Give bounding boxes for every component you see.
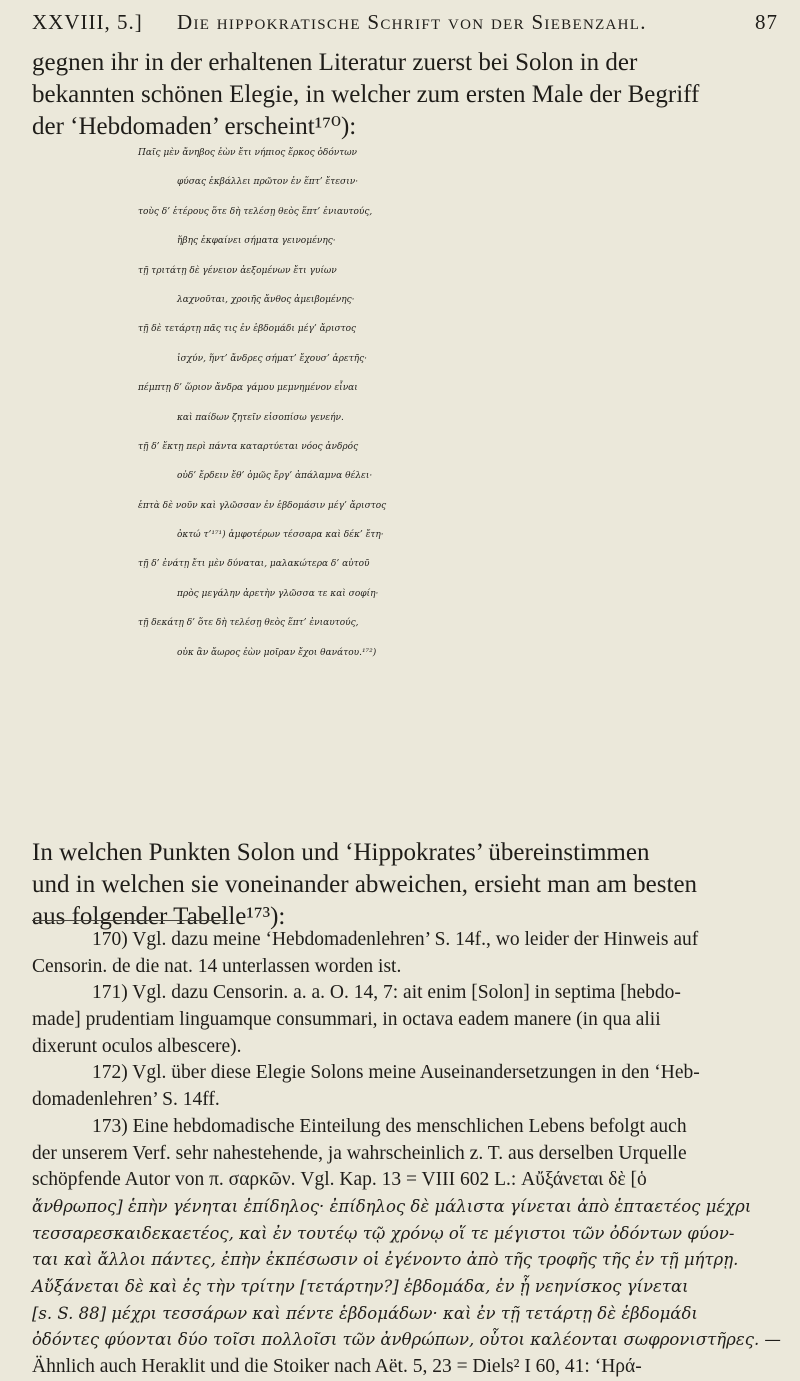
footnote-line: made] prudentiam linguamque consummari, in octava eadem manere (in qua alii bbox=[32, 1009, 661, 1031]
verse-line: τῇ δὲ τετάρτῃ πᾶς τις ἐν ἑβδομάδι μέγ’ ἄριστος bbox=[138, 324, 357, 335]
footnote-line: ται καὶ ἄλλοι πάντες, ἐπὴν ἐκπέσωσιν οἱ ἐγένοντο ἀπὸ τῆς τροφῆς τῆς ἐν τῇ μήτρῃ. bbox=[32, 1250, 739, 1270]
footnote-line: domadenlehren’ S. 14ff. bbox=[32, 1089, 220, 1111]
verse-line: οὐκ ἂν ἄωρος ἐὼν μοῖραν ἔχοι θανάτου.¹⁷²) bbox=[177, 647, 377, 658]
verse-line: οὐδ’ ἔρδειν ἔθ’ ὁμῶς ἔργ’ ἀπάλαμνα θέλει· bbox=[177, 471, 373, 482]
text-line: der ‘Hebdomaden’ erscheint¹⁷⁰): bbox=[32, 113, 357, 140]
text-line: und in welchen sie voneinander abweichen, ersieht man am besten bbox=[32, 871, 698, 898]
verse-line: τῇ τριτάτῃ δὲ γένειον ἀεξομένων ἔτι γυίων bbox=[138, 265, 337, 276]
text-line: bekannten schönen Elegie, in welcher zum ersten Male der Begriff bbox=[32, 81, 700, 108]
verse-line: ὀκτώ τ’¹⁷¹) ἀμφοτέρων τέσσαρα καὶ δέκ’ ἔτη· bbox=[177, 530, 384, 541]
verse-line: τοὺς δ’ ἑτέρους ὅτε δὴ τελέσῃ θεὸς ἕπτ’ ἐνιαυτούς, bbox=[138, 206, 373, 217]
outro-paragraph bbox=[32, 837, 784, 933]
verse-line: Παῖς μὲν ἄνηβος ἐὼν ἔτι νήπιος ἕρκος ὀδόντων bbox=[138, 148, 358, 158]
footnote-line: 171) Vgl. dazu Censorin. a. a. O. 14, 7: ait enim [Solon] in septima [hebdo- bbox=[92, 982, 681, 1004]
intro-paragraph bbox=[32, 47, 784, 143]
verse-line: λαχνοῦται, χροιῆς ἄνθος ἀμειβομένης· bbox=[177, 294, 355, 305]
footnote-line: ἄνθρωπος] ἑπὴν γένηται ἐπίδηλος· ἐπίδηλος δὲ μάλιστα γίνεται ἀπὸ ἑπταετέος μέχρι bbox=[32, 1196, 752, 1216]
text-line: gegnen ihr in der erhaltenen Literatur zuerst bei Solon in der bbox=[32, 49, 638, 76]
running-header bbox=[32, 10, 778, 44]
running-title: Die hippokratische Schrift von der Siebenzahl. bbox=[177, 10, 647, 34]
verse-line: τῇ δεκάτῃ δ’ ὅτε δὴ τελέσῃ θεὸς ἕπτ’ ἐνιαυτούς, bbox=[138, 618, 359, 629]
text-line: In welchen Punkten Solon und ‘Hippokrates’ übereinstimmen bbox=[32, 839, 650, 866]
text-line: aus folgender Tabelle¹⁷³): bbox=[32, 903, 286, 930]
verse-line: ἥβης ἐκφαίνει σήματα γεινομένης· bbox=[177, 236, 336, 247]
footnote-line: schöpfende Autor von π. σαρκῶν. Vgl. Kap. 13 = VIII 602 L.: Αὔξάνεται δὲ [ὁ bbox=[32, 1169, 647, 1191]
footnote-line: 173) Eine hebdomadische Einteilung des menschlichen Lebens befolgt auch bbox=[92, 1115, 687, 1137]
solon-elegy bbox=[138, 139, 788, 668]
page-number: 87 bbox=[755, 10, 778, 34]
footnotes bbox=[32, 927, 784, 1381]
verse-line: πέμπτῃ δ’ ὥριον ἄνδρα γάμου μεμνημένον εἶναι bbox=[138, 383, 358, 394]
verse-line: τῇ δ’ ἐνάτῃ ἔτι μὲν δύναται, μαλακώτερα δ’ αὐτοῦ bbox=[138, 559, 370, 570]
verse-line: ἑπτὰ δὲ νοῦν καὶ γλῶσσαν ἐν ἑβδομάσιν μέγ’ ἄριστος bbox=[138, 500, 387, 511]
verse-line: τῇ δ’ ἕκτῃ περὶ πάντα καταρτύεται νόος ἀνδρός bbox=[138, 441, 359, 452]
footnote-line: Αὔξάνεται δὲ καὶ ἐς τὴν τρίτην [τετάρτην?] ἑβδομάδα, ἐν ᾗ νεηνίσκος γίνεται bbox=[32, 1276, 689, 1296]
footnote-line: [s. S. 88] μέχρι τεσσάρων καὶ πέντε ἑβδομάδων· καὶ ἐν τῇ τετάρτῃ δὲ ἑβδομάδι bbox=[32, 1303, 698, 1323]
footnote-line: der unserem Verf. sehr nahestehende, ja wahrscheinlich z. T. aus derselben Urquelle bbox=[32, 1142, 687, 1164]
footnote-line: ὀδόντες φύονται δύο τοῖσι πολλοῖσι τῶν ἀνθρώπων, οὗτοι καλέονται σωφρονιστῆρες. — bbox=[32, 1330, 781, 1350]
verse-line: ἰσχύν, ἥντ’ ἄνδρες σήματ’ ἔχουσ’ ἀρετῆς· bbox=[177, 353, 368, 364]
footnote-line: τεσσαρεσκαιδεκαετέος, καὶ ἐν τουτέῳ τῷ χρόνῳ οἵ τε μέγιστοι τῶν ὀδόντων φύον- bbox=[32, 1223, 735, 1243]
footnote-line: 172) Vgl. über diese Elegie Solons meine Auseinandersetzungen in den ‘Heb- bbox=[92, 1062, 700, 1084]
footnote-line: Ähnlich auch Heraklit und die Stoiker nach Aët. 5, 23 = Diels² I 60, 41: ‘Ηρά- bbox=[32, 1356, 642, 1377]
verse-line: φύσας ἐκβάλλει πρῶτον ἐν ἕπτ’ ἔτεσιν· bbox=[177, 177, 359, 188]
footnote-line: Censorin. de die nat. 14 unterlassen worden ist. bbox=[32, 955, 402, 977]
footnote-line: dixerunt oculos albescere). bbox=[32, 1035, 242, 1057]
verse-line: καὶ παίδων ζητεῖν εἰσοπίσω γενεήν. bbox=[177, 412, 344, 423]
footnote-rule bbox=[32, 920, 228, 921]
footnote-line: 170) Vgl. dazu meine ‘Hebdomadenlehren’ S. 14f., wo leider der Hinweis auf bbox=[92, 929, 699, 950]
section-reference: XXVIII, 5.] bbox=[32, 10, 143, 34]
verse-line: πρὸς μεγάλην ἀρετὴν γλῶσσα τε καὶ σοφίη· bbox=[177, 588, 379, 599]
